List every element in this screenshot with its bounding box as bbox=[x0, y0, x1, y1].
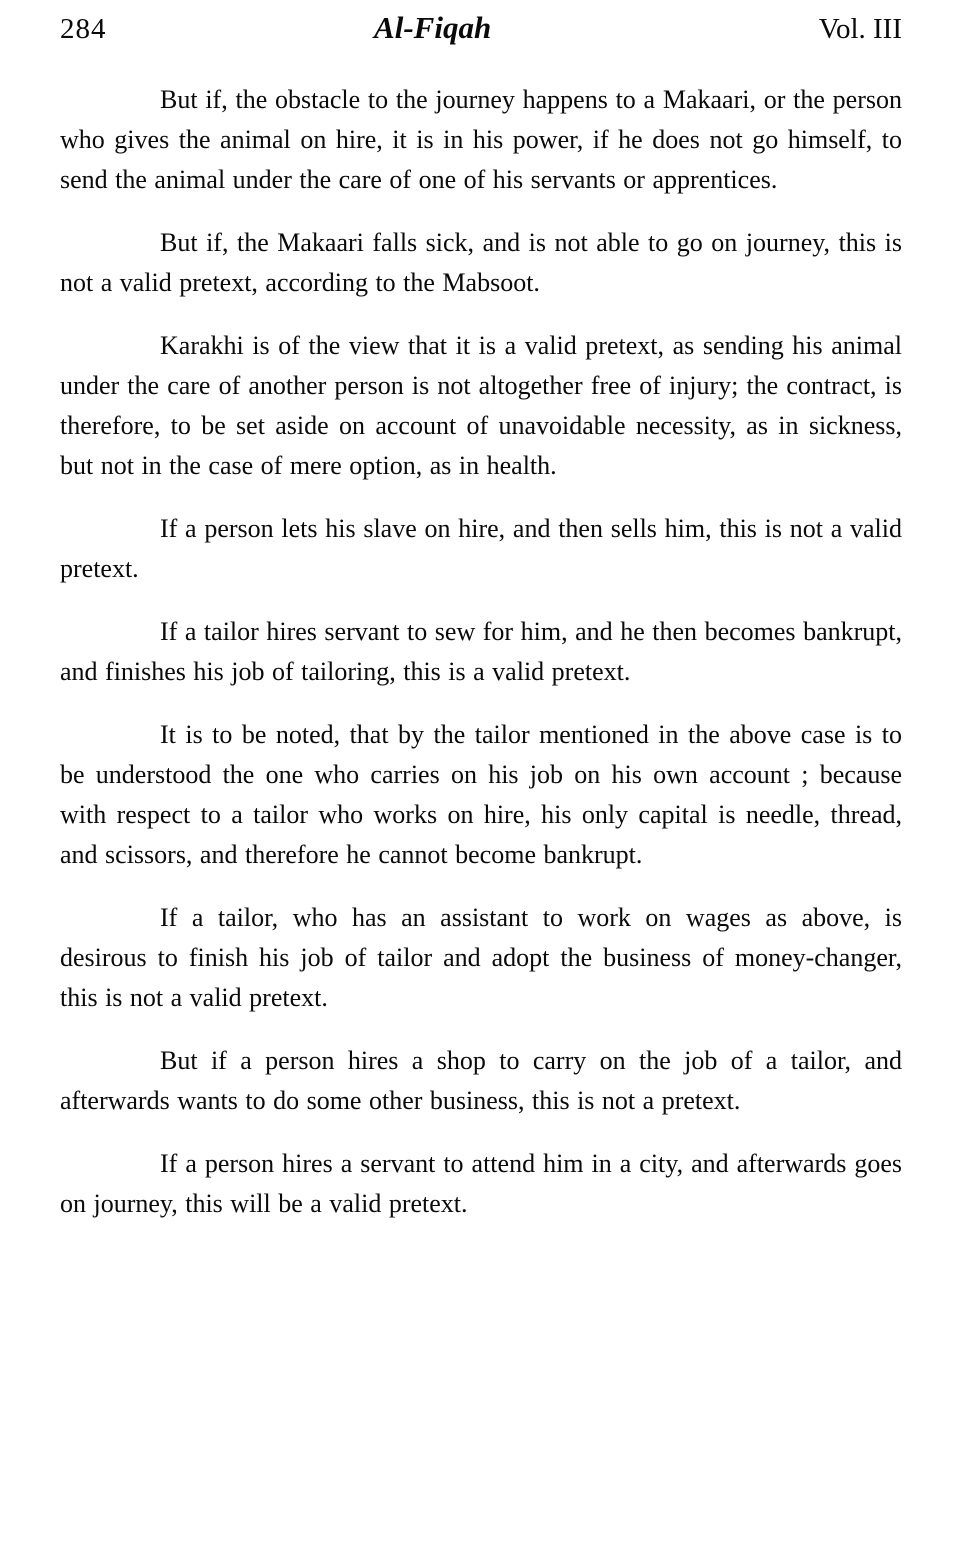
paragraph: Karakhi is of the view that it is a valid pretext, as sending his animal under the care of another person is not altogether free of injury; the contract, is therefore, to be set aside on account of unavoidable necessity, as in sickness, but not in the case of mere option, as in health. bbox=[60, 331, 902, 480]
page-number: 284 bbox=[60, 13, 107, 45]
paragraph: It is to be noted, that by the tailor mentioned in the above case is to be understood the one who carries on his job on his own account ; because with respect to a tailor who works on hire, his only capital is needle, thread, and scissors, and therefore he cannot become bankrupt. bbox=[60, 720, 902, 869]
paragraph: But if, the obstacle to the journey happens to a Makaari, or the person who gives the animal on hire, it is in his power, if he does not go himself, to send the animal under the care of one of his servants or apprentices. bbox=[60, 85, 902, 194]
page-header bbox=[60, 10, 902, 46]
paragraph: But if, the Makaari falls sick, and is not able to go on journey, this is not a valid pretext, according to the Mabsoot. bbox=[60, 228, 902, 297]
volume-label: Vol. III bbox=[818, 13, 902, 45]
page-body bbox=[60, 80, 902, 1224]
paragraph: If a tailor, who has an assistant to work on wages as above, is desirous to finish his job of tailor and adopt the business of money-changer, this is not a valid pretext. bbox=[60, 903, 902, 1012]
paragraph: If a person hires a servant to attend him in a city, and afterwards goes on journey, this will be a valid pretext. bbox=[60, 1149, 902, 1218]
paragraph: But if a person hires a shop to carry on the job of a tailor, and afterwards wants to do some other business, this is not a pretext. bbox=[60, 1046, 902, 1115]
book-title: Al-Fiqah bbox=[374, 10, 492, 45]
paragraph: If a person lets his slave on hire, and then sells him, this is not a valid pretext. bbox=[60, 514, 902, 583]
paragraph: If a tailor hires servant to sew for him, and he then becomes bankrupt, and finishes his job of tailoring, this is a valid pretext. bbox=[60, 617, 902, 686]
